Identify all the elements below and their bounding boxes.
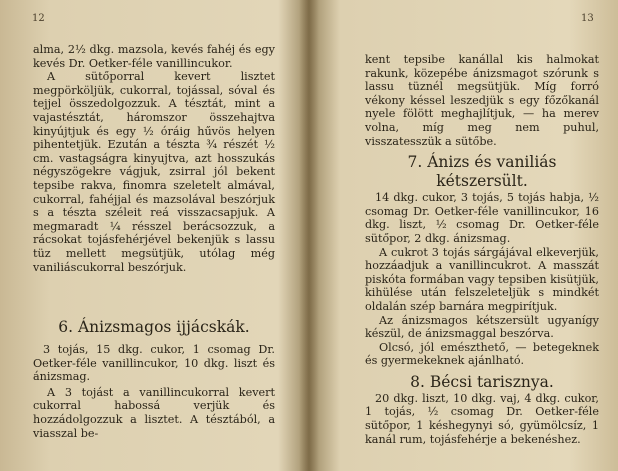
left-page	[0, 0, 305, 471]
recipe-paragraph: A sütőporral kevert lisztet megpörköljük, cukorral, tojással, sóval és tejjel összedolgozzuk. A tésztát, mint a vajastésztát, háromszor összehajtva kinyújtjuk és egy ½ óráig hűvös helyen pihentetjük. Ezután a tészta ¾ részét ½ cm. vastagságra kinyujtva, azt hosszukás négyszögekre vágjuk, zsirral jól bekent tepsibe rakva, finomra szeletelt almával, cukorral, fahéjjal és mazsolával beszórjuk s a tészta széleit reá visszacsapjuk. A megmaradt ¼ résszel berácsozzuk, a rácsokat tojásfehérjével bekenjük s lassu tüz mellett megsütjük, utólag még vaniliáscukorral beszórjuk.	[33, 70, 275, 274]
ingredients-list: 14 dkg. cukor, 3 tojás, 5 tojás habja, ½ csomag Dr. Oetker-féle vanillincukor, 16 dkg. liszt, ½ csomag Dr. Oetker-féle sütőpor, 2 dkg. ánizsmag.	[365, 191, 599, 245]
text-column-bottom	[33, 318, 275, 440]
section-heading: 8. Bécsi tarisznya.	[410, 372, 554, 391]
ingredients-list: 3 tojás, 15 dkg. cukor, 1 csomag Dr. Oetker-féle vanillincukor, 10 dkg. liszt és ánizsmag.	[33, 343, 275, 384]
section-heading: 6. Ánizsmagos ijjácskák.	[58, 318, 250, 336]
page-number: 12	[32, 13, 45, 24]
text-column	[365, 53, 599, 446]
page-number: 13	[581, 13, 594, 24]
recipe-paragraph: Az ánizsmagos kétszersült ugyanígy készül, de ánizsmaggal beszórva.	[365, 313, 599, 341]
text-column-top	[33, 43, 275, 274]
ingredients-list: 20 dkg. liszt, 10 dkg. vaj, 4 dkg. cukor, 1 tojás, ½ csomag Dr. Oetker-féle sütőpor, 1 késhegynyi só, gyümölcsíz, 1 kanál rum, tojásfehérje a bekenéshez.	[365, 391, 599, 446]
right-page	[313, 0, 618, 471]
continued-text: alma, 2½ dkg. mazsola, kevés fahéj és egy kevés Dr. Oetker-féle vanillincukor.	[33, 43, 275, 70]
section-heading: 7. Ánizs és vaniliás kétszersült.	[407, 153, 557, 191]
recipe-paragraph: Olcsó, jól emészthető, — betegeknek és gyermekeknek ajánlható.	[365, 340, 599, 368]
continued-text: kent tepsibe kanállal kis halmokat rakunk, közepébe ánizsmagot szórunk s lassu tüznél megsütjük. Míg forró vékony késsel leszedjük s egy főzőkanál nyele fölött meghajlítjuk, — ha merev volna, míg meg nem puhul, visszatesszük a sütőbe.	[365, 53, 599, 148]
recipe-paragraph: A cukrot 3 tojás sárgájával elkeverjük, hozzáadjuk a vanillincukrot. A masszát piskóta formában vagy tepsiben kisütjük, kihülése után felszeleteljük s mindkét oldalán szép barnára megpirítjuk.	[365, 245, 599, 313]
recipe-paragraph: A 3 tojást a vanillincukorral kevert cukorral habossá verjük és hozzádolgozzuk a lisztet. A tésztából, a viasszal be-	[33, 385, 275, 440]
